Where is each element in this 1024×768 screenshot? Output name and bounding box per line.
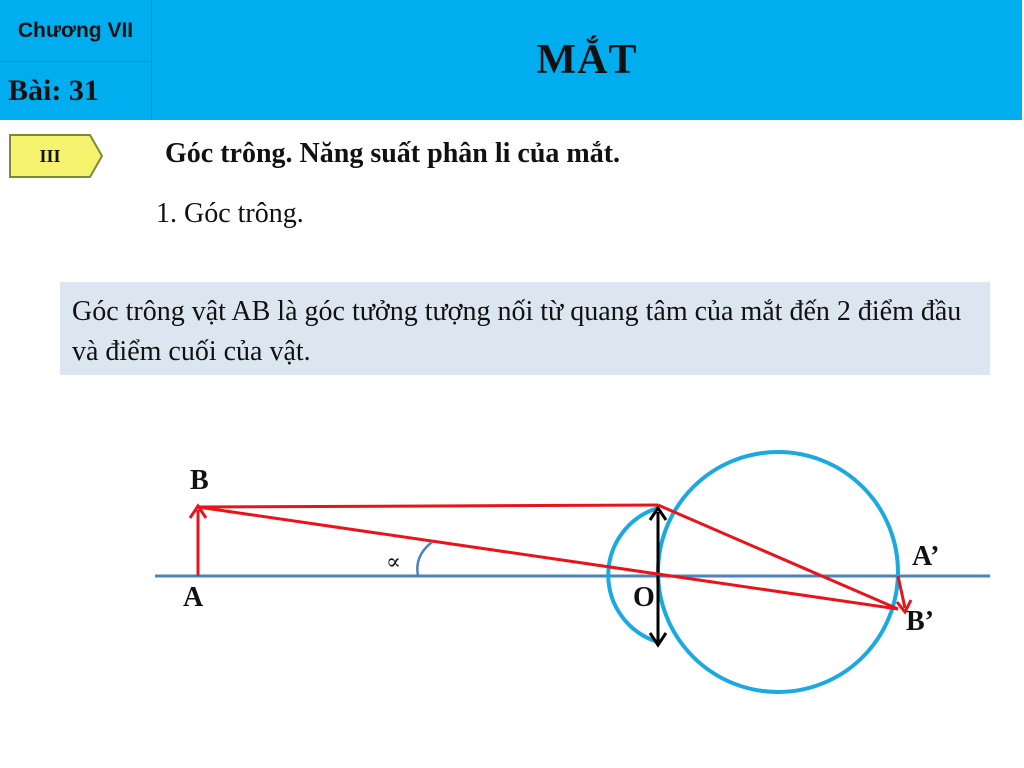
section-number: III [39, 145, 61, 166]
section-number-badge [8, 133, 104, 179]
header-bar [0, 0, 1022, 120]
angle-arc [417, 542, 432, 576]
angle-symbol: ∝ [386, 549, 401, 574]
page-title: MẮT [536, 37, 638, 83]
visual-angle-diagram [0, 430, 1024, 768]
ray-b-through-o [198, 507, 898, 609]
eyeball [658, 452, 898, 692]
lesson-label: Bài: 31 [0, 62, 152, 120]
ray-b-to-lens [198, 505, 658, 507]
label-b: B [190, 465, 209, 496]
label-o: O [633, 582, 655, 613]
section-title: Góc trông. Năng suất phân li của mắt. [165, 138, 621, 169]
ray-lens-to-bprime [658, 505, 898, 609]
label-b-prime: B’ [906, 606, 934, 637]
definition-box: Góc trông vật AB là góc tưởng tượng nối từ quang tâm của mắt đến 2 điểm đầu và điểm cuối của vật. [60, 282, 990, 375]
subheading: 1. Góc trông. [156, 198, 304, 229]
label-a-prime: A’ [912, 541, 940, 572]
chapter-label: Chương VII [0, 0, 152, 62]
label-a: A [183, 582, 204, 613]
